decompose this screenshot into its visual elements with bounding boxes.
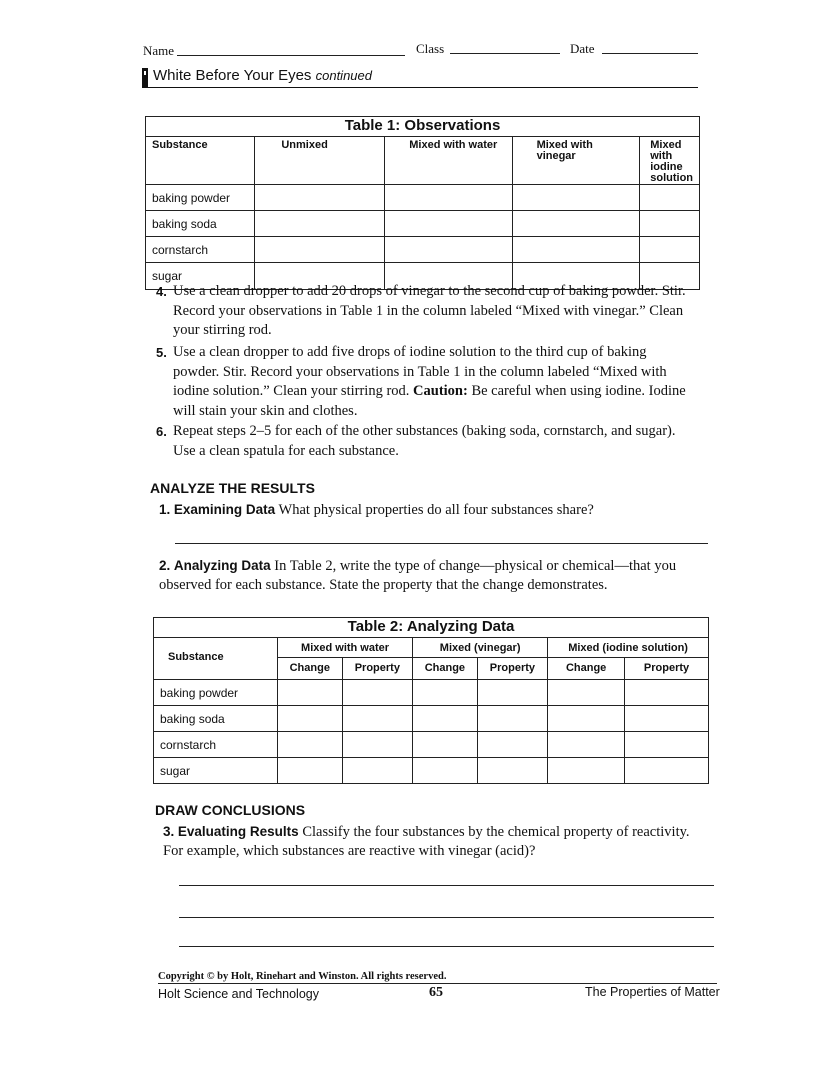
question-3 (163, 822, 708, 861)
table1-cell[interactable] (255, 237, 385, 263)
table2-cell[interactable] (548, 706, 625, 732)
procedure-step-4 (156, 282, 696, 341)
question-label: Analyzing Data (173, 558, 271, 573)
date-label: Date (570, 41, 595, 56)
table2-cell[interactable] (342, 706, 413, 732)
table2-cell[interactable] (413, 732, 478, 758)
table2-group-vinegar: Mixed (vinegar) (413, 638, 548, 658)
table2-cell[interactable] (278, 680, 343, 706)
table2-group-water: Mixed with water (278, 638, 413, 658)
table2-cell[interactable] (548, 732, 625, 758)
table2-cell[interactable] (625, 706, 709, 732)
table2-cell[interactable] (625, 680, 709, 706)
date-field[interactable] (602, 53, 698, 54)
answer-line-3a[interactable] (179, 885, 714, 886)
chapter-title: The Properties of Matter (585, 985, 720, 999)
answer-line-3c[interactable] (179, 946, 714, 947)
caution-label: Caution: (413, 383, 468, 399)
analyze-heading: ANALYZE THE RESULTS (150, 480, 315, 496)
table1-cell[interactable] (640, 237, 700, 263)
step-number: 4. (156, 284, 167, 299)
class-field[interactable] (450, 53, 560, 54)
answer-line-3b[interactable] (179, 917, 714, 918)
question-label: Evaluating Results (177, 824, 299, 839)
table1-caption: Table 1: Observations (146, 117, 700, 137)
question-1 (159, 500, 704, 520)
question-number: 1. (159, 502, 171, 517)
table2-row-label: baking powder (154, 680, 278, 706)
page-number: 65 (429, 985, 443, 1000)
table2-cell[interactable] (548, 680, 625, 706)
table1-row-label: baking soda (146, 211, 255, 237)
table2-cell[interactable] (413, 706, 478, 732)
table2-sub-change: Change (548, 658, 625, 680)
table2-cell[interactable] (342, 680, 413, 706)
table2-row-label: sugar (154, 758, 278, 784)
step-text: Repeat steps 2–5 for each of the other substances (baking soda, cornstarch, and sugar). Use a clean spatula for each substance. (173, 423, 676, 459)
table1-cell[interactable] (385, 237, 512, 263)
conclusions-heading: DRAW CONCLUSIONS (155, 802, 306, 818)
observations-table (145, 116, 700, 290)
class-label: Class (416, 41, 445, 56)
table2-cell[interactable] (413, 758, 478, 784)
worksheet-title: White Before Your Eyes continued (153, 67, 372, 84)
name-field[interactable] (177, 55, 405, 56)
table1-cell[interactable] (640, 185, 700, 211)
table2-cell[interactable] (625, 758, 709, 784)
question-text: In Table 2, write the type of change—physical or chemical—that you observed for each substance. State the property that the change demonstrates. (159, 558, 677, 593)
answer-line-1[interactable] (175, 543, 708, 544)
table1-row-label: cornstarch (146, 237, 255, 263)
footer-rule (158, 983, 717, 984)
table2-cell[interactable] (477, 680, 548, 706)
table1-cell[interactable] (385, 211, 512, 237)
table2-cell[interactable] (477, 758, 548, 784)
question-text: What physical properties do all four substances share? (278, 502, 594, 518)
table2-sub-property: Property (477, 658, 548, 680)
step-number: 5. (156, 345, 167, 360)
worksheet-title-bar (142, 67, 698, 88)
table1-cell[interactable] (512, 185, 640, 211)
table2-sub-property: Property (342, 658, 413, 680)
title-suffix: continued (315, 68, 372, 83)
title-marker-icon (142, 68, 148, 87)
table2-caption: Table 2: Analyzing Data (154, 618, 709, 638)
table2-sub-property: Property (625, 658, 709, 680)
table2-cell[interactable] (477, 706, 548, 732)
table1-col-vinegar: Mixed with vinegar (512, 137, 640, 185)
table1-cell[interactable] (512, 211, 640, 237)
table2-cell[interactable] (625, 732, 709, 758)
question-label: Examining Data (173, 502, 276, 517)
table1-cell[interactable] (512, 237, 640, 263)
step-text: Use a clean dropper to add five drops of iodine solution to the third cup of baking powder. Stir. Record your observations in Table 1 in the column labeled “Mixed with iodine solution.” Clean your stirring rod. Caution: Be careful when using iodine. Iodine will stain your skin and clothes. (173, 344, 686, 419)
table1-col-unmixed: Unmixed (255, 137, 385, 185)
table2-sub-change: Change (278, 658, 343, 680)
table1-row-label: baking powder (146, 185, 255, 211)
analyzing-data-table (153, 617, 709, 784)
table2-cell[interactable] (278, 706, 343, 732)
table2-cell[interactable] (342, 732, 413, 758)
table1-cell[interactable] (640, 211, 700, 237)
step-number: 6. (156, 424, 167, 439)
question-number: 2. (159, 558, 171, 573)
step-text: Use a clean dropper to add 20 drops of vinegar to the second cup of baking powder. Stir. Record your observations in Table 1 in the column labeled “Mixed with vinegar.” Clean your stirring rod. (173, 283, 686, 338)
name-label: Name (143, 43, 175, 58)
table2-cell[interactable] (342, 758, 413, 784)
table2-cell[interactable] (278, 732, 343, 758)
table1-cell[interactable] (385, 185, 512, 211)
table2-cell[interactable] (413, 680, 478, 706)
table2-sub-change: Change (413, 658, 478, 680)
table1-col-iodine: Mixed with iodine solution (640, 137, 700, 185)
table2-col-substance: Substance (154, 638, 278, 680)
table2-group-iodine: Mixed (iodine solution) (548, 638, 709, 658)
table2-cell[interactable] (548, 758, 625, 784)
table2-row-label: cornstarch (154, 732, 278, 758)
question-2 (159, 556, 709, 595)
question-text: Classify the four substances by the chemical property of reactivity. For example, which substances are reactive with vinegar (acid)? (163, 824, 690, 859)
table2-cell[interactable] (278, 758, 343, 784)
procedure-step-6 (156, 422, 696, 461)
table1-col-substance: Substance (146, 137, 255, 185)
table1-cell[interactable] (255, 211, 385, 237)
table2-row-label: baking soda (154, 706, 278, 732)
table1-row-label: sugar (146, 263, 255, 290)
book-title: Holt Science and Technology (158, 987, 319, 1001)
copyright-notice: Copyright © by Holt, Rinehart and Winston. All rights reserved. (158, 971, 447, 982)
table1-col-water: Mixed with water (385, 137, 512, 185)
question-number: 3. (163, 824, 175, 839)
procedure-step-5 (156, 343, 696, 421)
table1-cell[interactable] (255, 185, 385, 211)
table2-cell[interactable] (477, 732, 548, 758)
caution-text: Be careful when using iodine. Iodine will stain your skin and clothes. (173, 383, 686, 419)
